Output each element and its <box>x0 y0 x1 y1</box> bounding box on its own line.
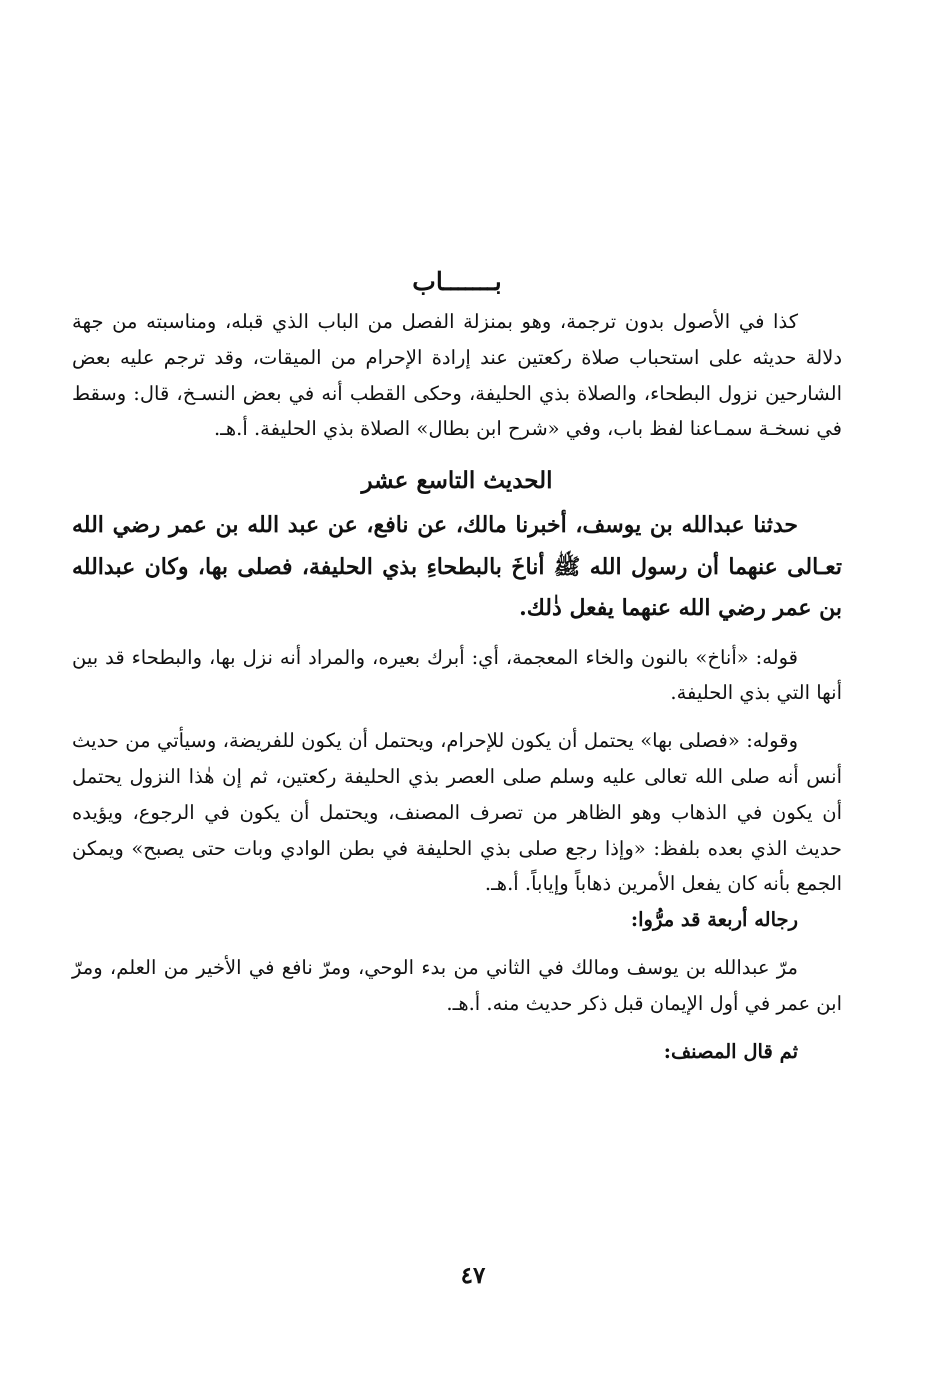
hadith-text: حدثنا عبدالله بن يوسف، أخبرنا مالك، عن نافع، عن عبد الله بن عمر رضي الله تعـالى عنهما أن رسول الله ﷺ أناخَ بالبطحاءِ بذي الحليفة، فصلى بها، وكان عبدالله بن عمر رضي الله عنهما يفعل ذٰلك. <box>72 512 842 622</box>
commentary-paragraph-1: قوله: «أناخ» بالنون والخاء المعجمة، أي: أبرك بعيره، والمراد أنه نزل بها، والبطحاء قد بين أنها التي بذي الحليفة. <box>72 645 842 705</box>
narrators-heading: رجاله أربعة قد مرُّوا: <box>630 908 798 932</box>
narrators-paragraph: مرّ عبدالله بن يوسف ومالك في الثاني من بدء الوحي، ومرّ نافع في الأخير من العلم، ومرّ ابن عمر في أول الإيمان قبل ذكر حديث منه. أ.هـ. <box>72 956 842 1015</box>
closing-line: ثم قال المصنف: <box>663 1039 798 1063</box>
commentary-paragraph-2: وقوله: «فصلى بها» يحتمل أن يكون للإحرام، ويحتمل أن يكون للفريضة، وسيأتي من حديث أنس أنه صلى الله تعالى عليه وسلم صلى العصر بذي الحليفة ركعتين، ثم إن هٰذا النزول يحتمل أن يكون في الذهاب وهو الظاهر من تصرف المصنف، ويحتمل أن يكون في الرجوع، ويؤيده حديث الذي بعده بلفظ: «وإذا رجع صلى بذي الحليفة في بطن الوادي وبات حتى يصبح» ويمكن الجمع بأنه كان يفعل الأمرين ذهاباً وإياباً. أ.هـ. <box>72 729 842 896</box>
hadith-title: الحديث التاسع عشر <box>361 467 553 495</box>
page-body <box>72 262 842 1069</box>
chapter-title: بـــــــاب <box>412 267 502 296</box>
intro-paragraph: كذا في الأصول بدون ترجمة، وهو بمنزلة الفصل من الباب الذي قبله، ومناسبته من جهة دلالة حديثه على استحباب صلاة ركعتين عند إرادة الإحرام من الميقات، وقد ترجم عليه بعض الشارحين نزول البطحاء، والصلاة بذي الحليفة، وحكى القطب أنه في بعض النسـخ، قال: وسقط في نسخـة سمـاعنا لفظ باب، وفي «شرح ابن بطال» الصلاة بذي الحليفة. أ.هـ. <box>72 310 842 441</box>
page-number: ٤٧ <box>460 1262 486 1289</box>
